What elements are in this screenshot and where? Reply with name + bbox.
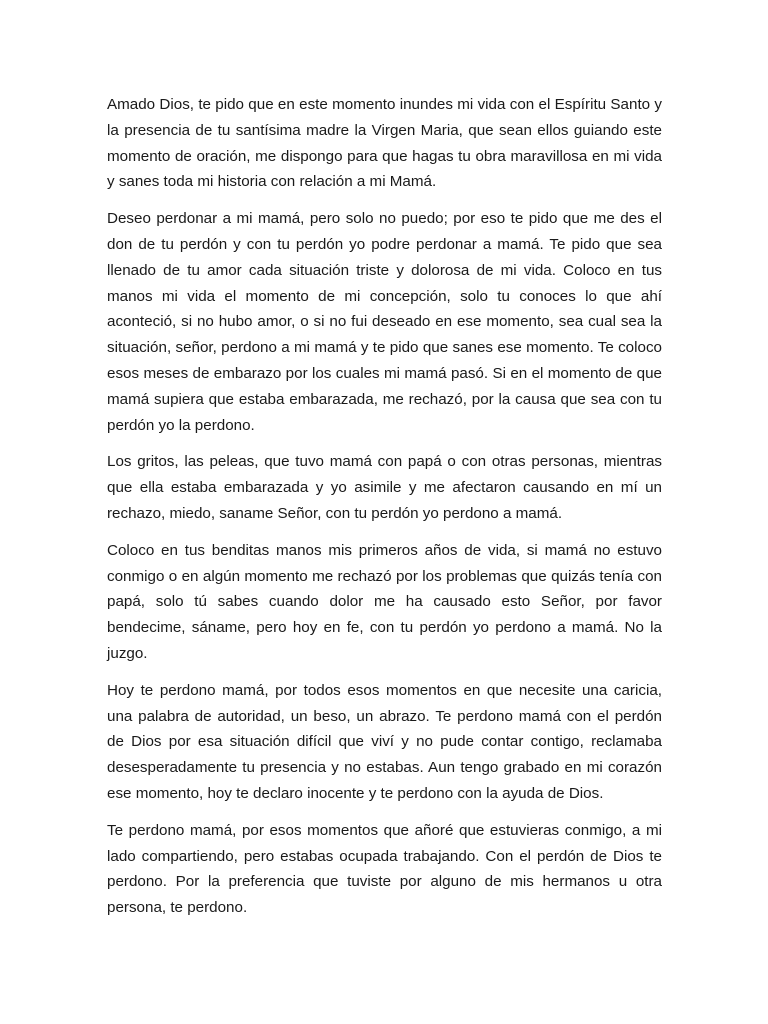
paragraph-6: Te perdono mamá, por esos momentos que añoré que estuvieras conmigo, a mi lado compartiendo, pero estabas ocupada trabajando. Con el perdón de Dios te perdono. Por la preferencia que tuviste por alguno de mis hermanos u otra persona, te perdono. bbox=[107, 821, 662, 917]
paragraph-5: Hoy te perdono mamá, por todos esos momentos en que necesite una caricia, una palabra de autoridad, un beso, un abrazo. Te perdono mamá con el perdón de Dios por esa situación difícil que viví y no pude contar contigo, reclamaba desesperadamente tu presencia y no estabas. Aun tengo grabado en mi corazón ese momento, hoy te declaro inocente y te perdono con la ayuda de Dios. bbox=[107, 681, 662, 802]
paragraph-1: Amado Dios, te pido que en este momento inundes mi vida con el Espíritu Santo y la presencia de tu santísima madre la Virgen Maria, que sean ellos guiando este momento de oración, me dispongo para que hagas tu obra maravillosa en mi vida y sanes toda mi historia con relación a mi Mamá. bbox=[107, 96, 662, 191]
document-page bbox=[107, 92, 662, 932]
paragraph-4: Coloco en tus benditas manos mis primeros años de vida, si mamá no estuvo conmigo o en algún momento me rechazó por los problemas que quizás tenía con papá, solo tú sabes cuando dolor me ha causado esto Señor, por favor bendecime, sáname, pero hoy en fe, con tu perdón yo perdono a mamá. No la juzgo. bbox=[107, 541, 662, 662]
paragraph-3: Los gritos, las peleas, que tuvo mamá con papá o con otras personas, mientras que ella estaba embarazada y yo asimile y me afectaron causando en mí un rechazo, miedo, saname Señor, con tu perdón yo perdono a mamá. bbox=[107, 453, 662, 522]
paragraph-2: Deseo perdonar a mi mamá, pero solo no puedo; por eso te pido que me des el don de tu perdón y con tu perdón yo podre perdonar a mamá. Te pido que sea llenado de tu amor cada situación triste y dolorosa de mi vida. Coloco en tus manos mi vida el momento de mi concepción, solo tu conoces lo que ahí aconteció, si no hubo amor, o si no fui deseado en ese momento, sea cual sea la situación, señor, perdono a mi mamá y te pido que sanes ese momento. Te coloco esos meses de embarazo por los cuales mi mamá pasó. Si en el momento de que mamá supiera que estaba embarazada, me rechazó, por la causa que sea con tu perdón yo la perdono. bbox=[107, 210, 662, 434]
